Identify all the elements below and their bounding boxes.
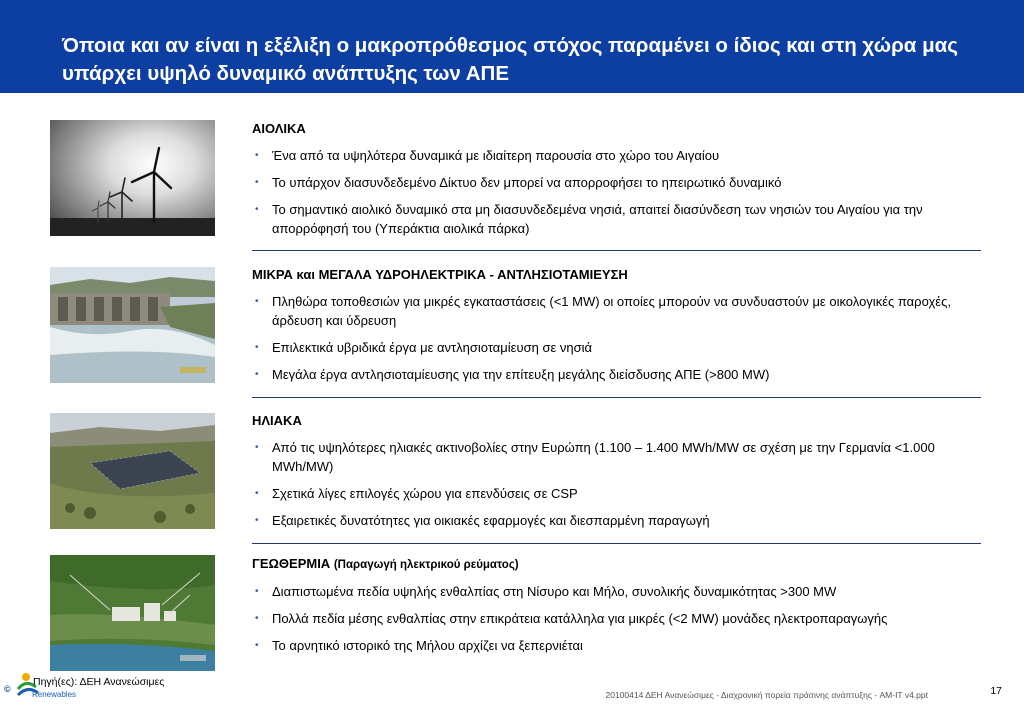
bullet-icon: • xyxy=(255,488,259,499)
bullet-icon: • xyxy=(255,613,259,624)
bullet-icon: • xyxy=(255,177,259,188)
bullet-icon: • xyxy=(255,640,259,651)
bullet-icon: • xyxy=(255,442,259,453)
page-number: 17 xyxy=(990,685,1002,697)
header-bar xyxy=(0,0,1024,93)
hydro-dam-image xyxy=(50,267,215,383)
list-item: • Το σημαντικό αιολικό δυναμικό στα μη διασυνδεδεμένα νησιά, απαιτεί διασύνδεση των νησιών του Αιγαίου για την απορρόφησή του (Υπεράκτια αιολικά πάρκα) xyxy=(255,202,923,236)
section-divider xyxy=(252,397,981,398)
bullet-icon: • xyxy=(255,586,259,597)
geothermal-plant-image xyxy=(50,555,215,671)
section-heading: ΗΛΙΑΚΑ xyxy=(252,413,302,428)
solar-park-image xyxy=(50,413,215,529)
footer-filename: 20100414 ΔΕΗ Ανανεώσιμες - Διαχρονική πορεία πράσινης ανάπτυξης - AM-IT v4.ppt xyxy=(605,690,928,700)
section-divider xyxy=(252,250,981,251)
wind-turbines-image xyxy=(50,120,215,236)
list-item: • Διαπιστωμένα πεδία υψηλής ενθαλπίας στη Νίσυρο και Μήλο, συνολικής δυναμικότητας >300 MW xyxy=(255,584,837,599)
bullet-icon: • xyxy=(255,515,259,526)
list-item: • Επιλεκτικά υβριδικά έργα με αντλησιοταμίευση σε νησιά xyxy=(255,340,593,355)
section-heading: ΜΙΚΡΑ και ΜΕΓΑΛΑ ΥΔΡΟΗΛΕΚΤΡΙΚΑ - ΑΝΤΛΗΣΙΟΤΑΜΙΕΥΣΗ xyxy=(252,267,628,282)
list-item: • Ένα από τα υψηλότερα δυναμικά με ιδιαίτερη παρουσία στο χώρο του Αιγαίου xyxy=(255,148,720,163)
list-item: • Εξαιρετικές δυνατότητες για οικιακές εφαρμογές και διεσπαρμένη παραγωγή xyxy=(255,513,710,528)
bullet-icon: • xyxy=(255,150,259,161)
bullet-icon: • xyxy=(255,369,259,380)
copyright-mark: © xyxy=(4,684,11,694)
list-item: • Πληθώρα τοποθεσιών για μικρές εγκαταστάσεις (<1 MW) οι οποίες μπορούν να συνδυαστούν με οικολογικές παροχές, άρδευση και ύδρευση xyxy=(255,294,951,328)
list-item: • Το υπάρχον διασυνδεδεμένο Δίκτυο δεν μπορεί να απορροφήσει το ηπειρωτικό δυναμικό xyxy=(255,175,782,190)
section-subheading: (Παραγωγή ηλεκτρικού ρεύματος) xyxy=(333,559,519,571)
list-item: • Μεγάλα έργα αντλησιοταμίευσης για την επίτευξη μεγάλης διείσδυσης ΑΠΕ (>800 MW) xyxy=(255,367,770,382)
bullet-icon: • xyxy=(255,296,259,307)
list-item: • Από τις υψηλότερες ηλιακές ακτινοβολίες στην Ευρώπη (1.100 – 1.400 MWh/MW σε σχέση με την Γερμανία <1.000 MWh/MW) xyxy=(255,440,935,474)
section-heading: ΓΕΩΘΕΡΜΙΑ (Παραγωγή ηλεκτρικού ρεύματος) xyxy=(252,556,519,571)
section-heading: ΑΙΟΛΙΚΑ xyxy=(252,121,306,136)
list-item: • Το αρνητικό ιστορικό της Μήλου αρχίζει να ξεπερνιέται xyxy=(255,638,583,653)
logo-text: Renewables xyxy=(32,690,77,699)
list-item: • Σχετικά λίγες επιλογές χώρου για επενδύσεις σε CSP xyxy=(255,486,578,501)
bullet-icon: • xyxy=(255,204,259,215)
list-item: • Πολλά πεδία μέσης ενθαλπίας στην επικράτεια κατάλληλα για μικρές (<2 MW) μονάδες ηλεκτροπαραγωγής xyxy=(255,611,888,626)
bullet-icon: • xyxy=(255,342,259,353)
source-note: Πηγή(ες): ΔΕΗ Ανανεώσιμες xyxy=(33,676,165,688)
section-divider xyxy=(252,543,981,544)
page-title: Όποια και αν είναι η εξέλιξη ο μακροπρόθεσμος στόχος παραμένει ο ίδιος και στη χώρα μας υπάρχει υψηλό δυναμικό ανάπτυξης των ΑΠΕ xyxy=(62,34,958,85)
